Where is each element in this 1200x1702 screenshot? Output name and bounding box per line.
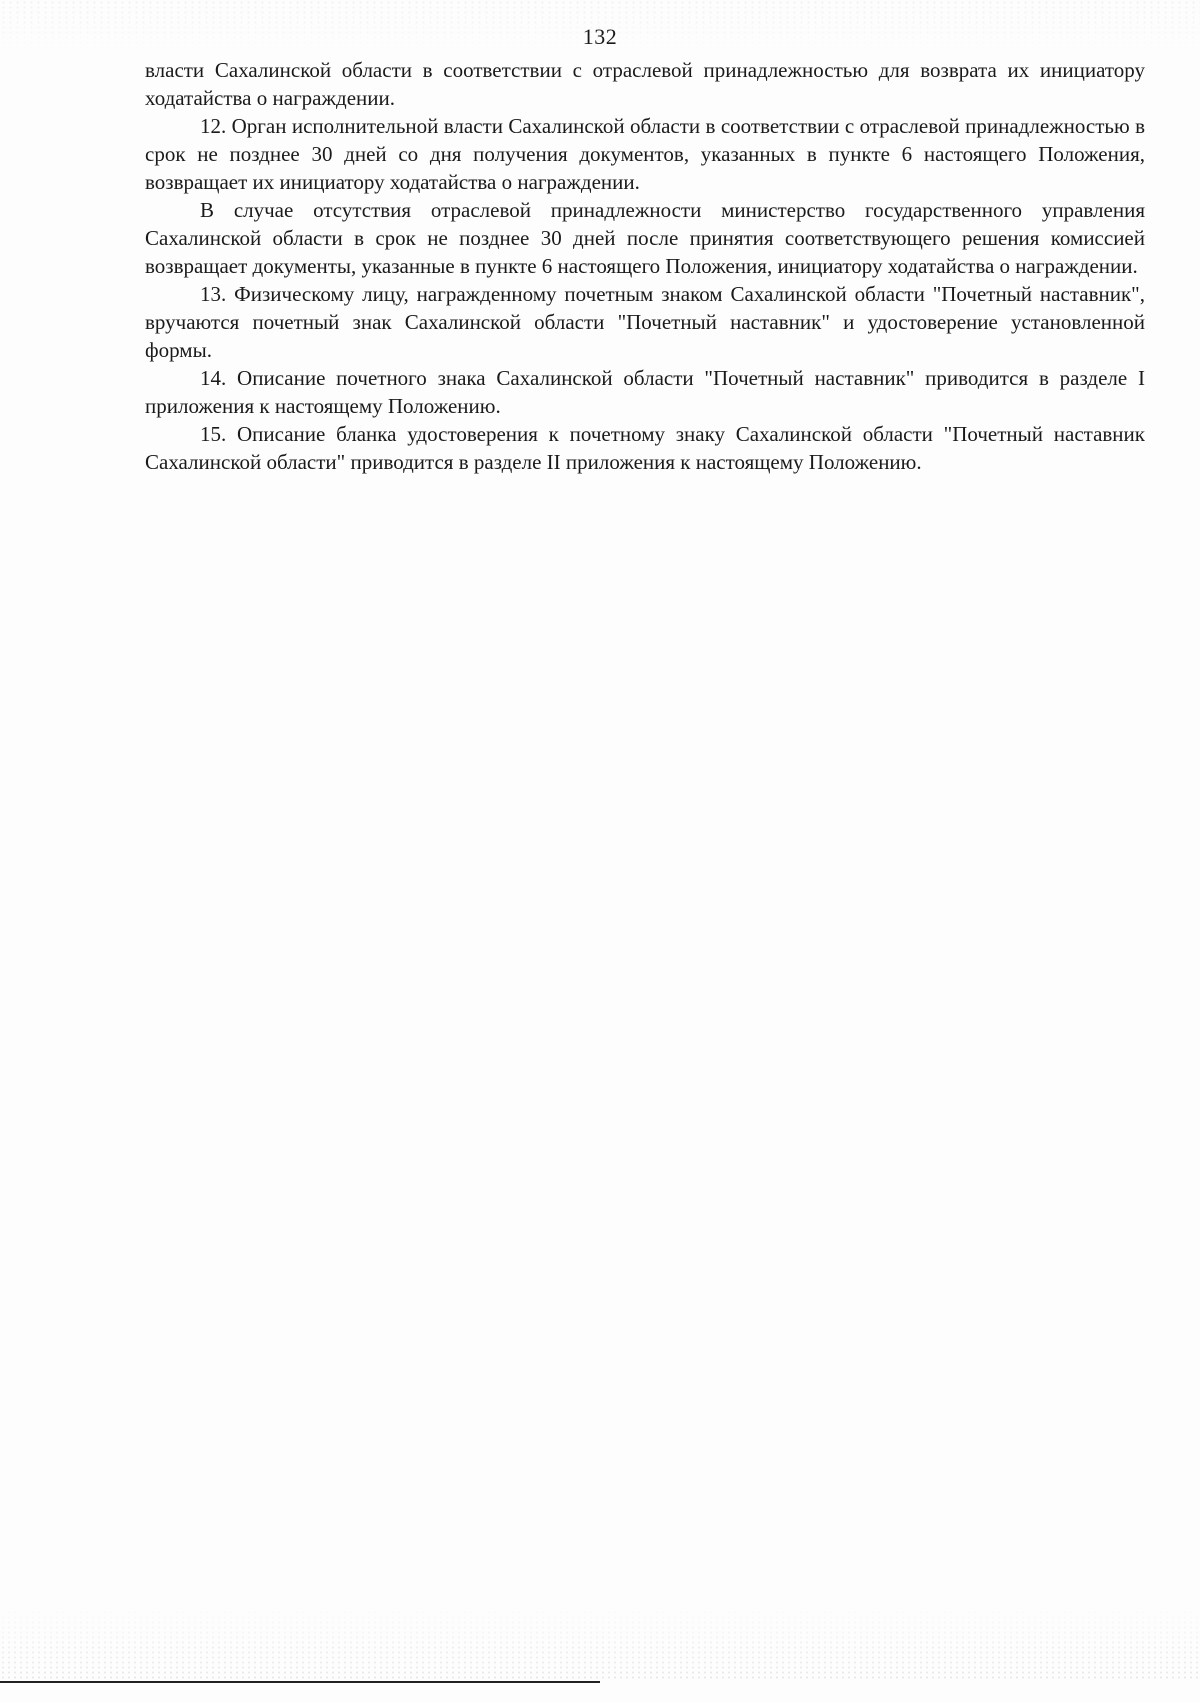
scan-noise-bottom xyxy=(0,1600,1200,1680)
paragraph-14: 14. Описание почетного знака Сахалинской области "Почетный наставник" приводится в разделе I приложения к настоящему Положению. xyxy=(145,366,1145,418)
paragraph-13: 13. Физическому лицу, награжденному почетным знаком Сахалинской области "Почетный наставник", вручаются почетный знак Сахалинской области "Почетный наставник" и удостоверение установленной формы. xyxy=(145,282,1145,362)
paragraph-15: 15. Описание бланка удостоверения к почетному знаку Сахалинской области "Почетный наставник Сахалинской области" приводится в разделе II приложения к настоящему Положению. xyxy=(145,422,1145,474)
document-body xyxy=(145,56,1145,476)
page-number: 132 xyxy=(582,24,618,49)
bottom-rule xyxy=(0,1681,600,1683)
paragraph-12-case: В случае отсутствия отраслевой принадлежности министерство государственного управления Сахалинской области в срок не позднее 30 дней после принятия соответствующего решения комиссией возвращает документы, указанные в пункте 6 настоящего Положения, инициатору ходатайства о награждении. xyxy=(145,198,1145,278)
paragraph-continuation: власти Сахалинской области в соответствии с отраслевой принадлежностью для возврата их инициатору ходатайства о награждении. xyxy=(145,58,1145,110)
paragraph-12: 12. Орган исполнительной власти Сахалинской области в соответствии с отраслевой принадлежностью в срок не позднее 30 дней со дня получения документов, указанных в пункте 6 настоящего Положения, возвращает их инициатору ходатайства о награждении. xyxy=(145,114,1145,194)
